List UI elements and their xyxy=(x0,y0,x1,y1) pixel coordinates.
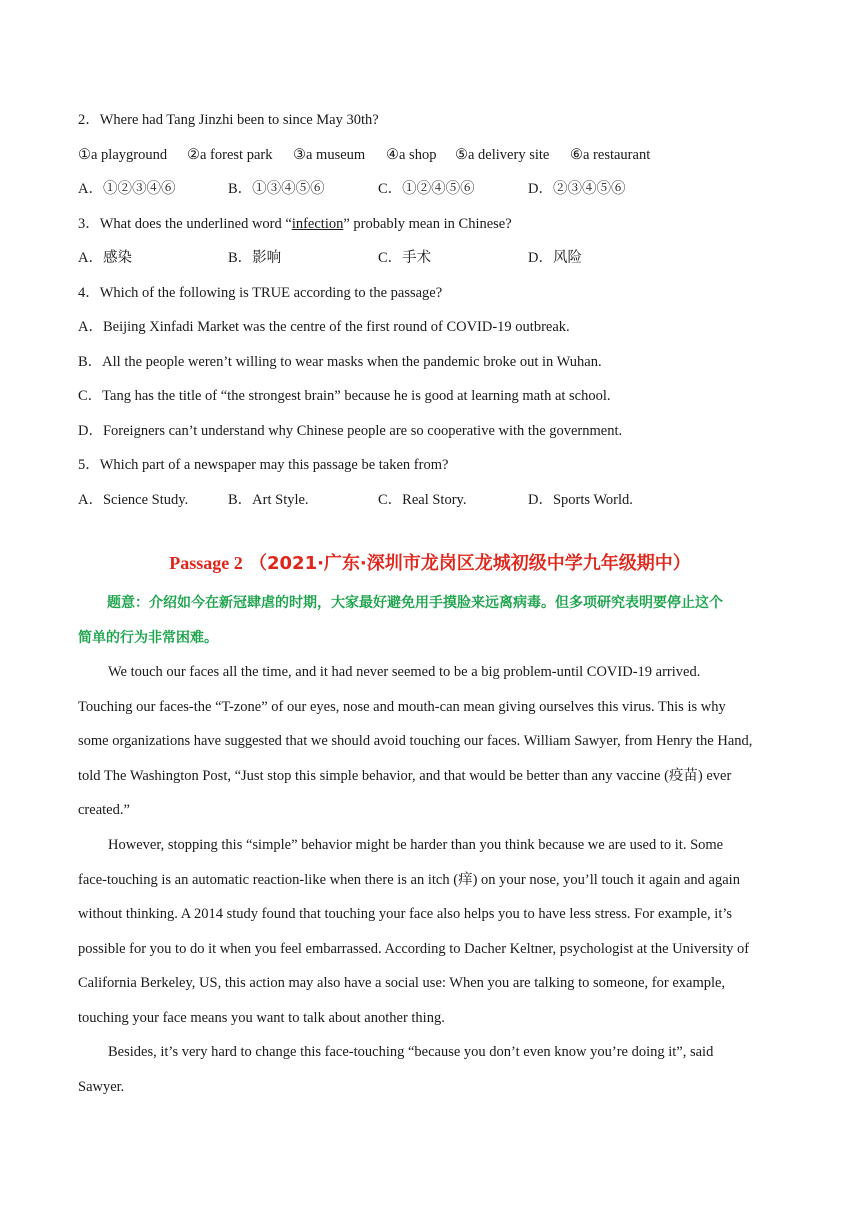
q3-option-d[interactable]: D．风险 xyxy=(528,250,582,266)
paragraph-line: without thinking. A 2014 study found that touching your face also helps you to have less stress. For example, it’s xyxy=(78,906,733,923)
paragraph-line: Sawyer. xyxy=(78,1078,125,1095)
question-2-stem: 2．Where had Tang Jinzhi been to since May 30th? xyxy=(78,112,379,128)
q4-option-d[interactable]: D．Foreigners can’t understand why Chinese people are so cooperative with the government. xyxy=(78,423,623,439)
passage-2-gist-line-1: 题意：介绍如今在新冠肆虐的时期，大家最好避免用手摸脸来远离病毒。但多项研究表明要停止这个 xyxy=(107,595,723,611)
q5-option-c[interactable]: C．Real Story. xyxy=(378,492,467,508)
passage-2-source: （2021·广东·深圳市龙岗区龙城初级中学九年级期中） xyxy=(249,553,691,574)
paragraph-line: touching your face means you want to talk about another thing. xyxy=(78,1009,445,1026)
q2-item-6: ⑥a restaurant xyxy=(570,147,651,163)
paragraph-line: created.” xyxy=(78,802,130,819)
q3-option-b[interactable]: B．影响 xyxy=(228,250,282,266)
paragraph-line: California Berkeley, US, this action may also have a social use: When you are talking to someone, for example, xyxy=(78,975,726,992)
paragraph-line: Touching our faces-the “T-zone” of our eyes, nose and mouth-can mean giving ourselves this virus. This is why xyxy=(78,698,726,715)
paragraph-line: face-touching is an automatic reaction-like when there is an itch (痒) on your nose, you’ll touch it again and again xyxy=(78,871,740,888)
paragraph-line: Besides, it’s very hard to change this face-touching “because you don’t even know you’re doing it”, said xyxy=(108,1044,714,1060)
q5-option-d[interactable]: D．Sports World. xyxy=(528,492,633,508)
q2-item-2: ②a forest park xyxy=(187,147,273,163)
q3-underlined-word: infection xyxy=(291,216,344,232)
q2-item-3: ③a museum xyxy=(293,147,366,163)
q5-option-a[interactable]: A．Science Study. xyxy=(78,492,189,508)
q2-option-c[interactable]: C．①②④⑤⑥ xyxy=(378,181,475,197)
q3-option-a[interactable]: A．感染 xyxy=(78,250,132,266)
q3-option-c[interactable]: C．手术 xyxy=(378,250,432,266)
passage-2-label: Passage 2 xyxy=(169,553,243,573)
q2-option-a[interactable]: A．①②③④⑥ xyxy=(78,181,176,197)
q2-item-1: ①a playground xyxy=(78,147,168,163)
question-5-stem: 5．Which part of a newspaper may this passage be taken from? xyxy=(78,457,449,473)
q2-item-4: ④a shop xyxy=(386,147,437,163)
passage-2-paragraph-1 xyxy=(78,655,798,828)
q4-option-c[interactable]: C．Tang has the title of “the strongest brain” because he is good at learning math at school. xyxy=(78,388,611,404)
paragraph-line: some organizations have suggested that we should avoid touching our faces. William Sawyer, from Henry the Hand, xyxy=(78,733,753,750)
paragraph-line: possible for you to do it when you feel embarrassed. According to Dacher Keltner, psychologist at the University of xyxy=(78,940,750,957)
passage-2-title xyxy=(0,551,860,576)
q3-stem-pre: 3．What does the underlined word “ xyxy=(78,216,292,232)
paragraph-line: We touch our faces all the time, and it had never seemed to be a big problem-until COVID-19 arrived. xyxy=(108,664,701,680)
paragraph-line: told The Washington Post, “Just stop this simple behavior, and that would be better than any vaccine (疫苗) ever xyxy=(78,767,732,784)
q2-option-d[interactable]: D．②③④⑤⑥ xyxy=(528,181,626,197)
passage-2-paragraph-3 xyxy=(78,1035,798,1104)
q4-option-a[interactable]: A．Beijing Xinfadi Market was the centre of the first round of COVID-19 outbreak. xyxy=(78,319,570,335)
question-3-stem xyxy=(78,214,512,234)
q4-option-b[interactable]: B．All the people weren’t willing to wear masks when the pandemic broke out in Wuhan. xyxy=(78,354,602,370)
q5-option-b[interactable]: B．Art Style. xyxy=(228,492,309,508)
paragraph-line: However, stopping this “simple” behavior might be harder than you think because we are used to it. Some xyxy=(108,837,724,853)
q2-option-b[interactable]: B．①③④⑤⑥ xyxy=(228,181,325,197)
q3-stem-post: ” probably mean in Chinese? xyxy=(343,216,512,232)
question-4-stem: 4．Which of the following is TRUE according to the passage? xyxy=(78,285,443,301)
passage-2-paragraph-2 xyxy=(78,828,798,1036)
passage-2-gist-line-2: 简单的行为非常困难。 xyxy=(78,630,218,646)
q2-item-5: ⑤a delivery site xyxy=(455,147,550,163)
